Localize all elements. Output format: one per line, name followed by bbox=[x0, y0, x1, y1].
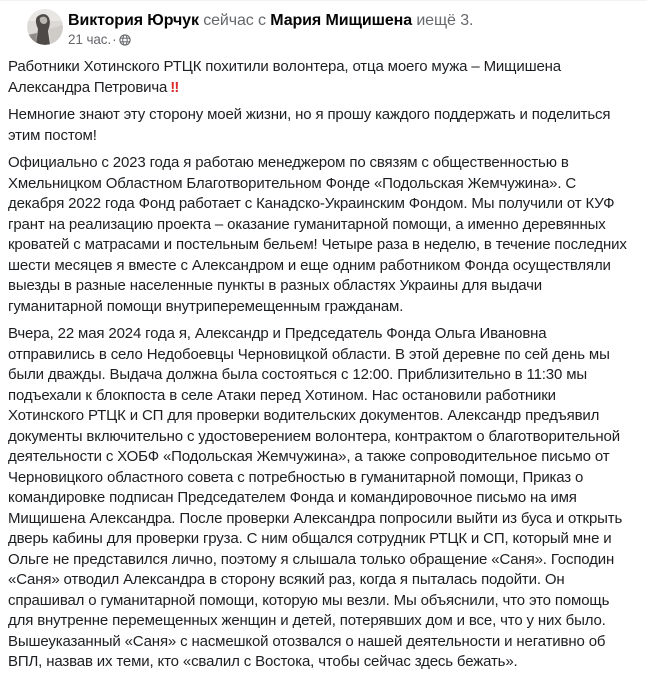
post-paragraph: Вчера, 22 мая 2024 года я, Александр и Председатель Фонда Ольга Ивановна отправились в село Недобоевцы Черновицкой области. В этой деревне по сей день мы были дважды. Выдача должна была состояться с 12:00. Приблизительно в 11:30 мы подъехали к блокпоста в селе Атаки перед Хотином. Нас остановили работники Хотинского РТЦК и СП для проверки водительских документов. Александр предъявил документы включительно с удостоверением волонтера, контрактом о благотворительной деятельности с ХОБФ «Подольская Жемчужина», а также сопроводительное письмо от Черновицкого областного совета с потребностью в гуманитарной помощи, Приказ о командировке подписан Председателем Фонда и командировочное письмо на имя Мищишена Александра. После проверки Александра попросили выйти из буса и открыть дверь кабины для проверки груза. С ним общался сотрудник РТЦК и СП, который мне и Ольге не представился лично, поэтому я слышала только обращение «Саня». Господин «Саня» отводил Александра в сторону всякий раз, когда я пыталась подойти. Он спрашивал о гуманитарной помощи, которую мы везли. Мы объяснили, что это помощь для внутренне перемещенных женщин и детей, потерявших дом и все, что у них было. Вышеуказанный «Саня» с насмешкой отозвался о нашей деятельности и негативно об ВПЛ, назвав их теми, кто «свалил с Востока, чтобы сейчас здесь бежать». bbox=[8, 325, 623, 670]
header-text bbox=[68, 8, 473, 47]
globe-icon bbox=[119, 34, 131, 46]
byline-connector: сейчас с bbox=[198, 12, 271, 29]
more-tagged-link[interactable]: иещё 3. bbox=[412, 12, 474, 29]
post-header bbox=[0, 1, 647, 50]
profile-photo-icon bbox=[27, 32, 63, 45]
paragraph-text: Работники Хотинского РТЦК похитили волонтера, отца моего мужа – Мищишена Александра Петровича bbox=[8, 58, 561, 96]
avatar[interactable] bbox=[27, 9, 63, 45]
post-body bbox=[0, 50, 647, 673]
post-paragraph: Немногие знают эту сторону моей жизни, но я прошу каждого поддержать и поделиться этим постом! bbox=[8, 106, 611, 144]
post-meta bbox=[68, 32, 473, 47]
double-exclamation-emoji: ‼ bbox=[170, 78, 180, 96]
author-name-link[interactable]: Виктория Юрчук bbox=[68, 12, 199, 29]
meta-separator: · bbox=[112, 32, 117, 47]
timestamp-link[interactable]: 21 час. bbox=[68, 32, 112, 47]
post-paragraph bbox=[8, 57, 633, 98]
tagged-name-link[interactable]: Мария Мищишена bbox=[270, 12, 412, 29]
post-byline bbox=[68, 11, 473, 30]
post-paragraph: Официально с 2023 года я работаю менеджером по связям с общественностью в Хмельницком Областном Благотворительном Фонде «Подольская Жемчужина». С декабря 2022 года Фонд работает с Канадско-Украинским Фондом. Мы получили от КУФ грант на реализацию проекта – оказание гуманитарной помощи, а именно деревянных кроватей с матрасами и постельным бельем! Четыре раза в неделю, в течение последних шести месяцев я вместе с Александром и еще одним работником Фонда осуществляли выезды в разные населенные пункты в разных областях Украины для выдачи гуманитарной помощи внутриперемещенным гражданам. bbox=[8, 154, 627, 315]
